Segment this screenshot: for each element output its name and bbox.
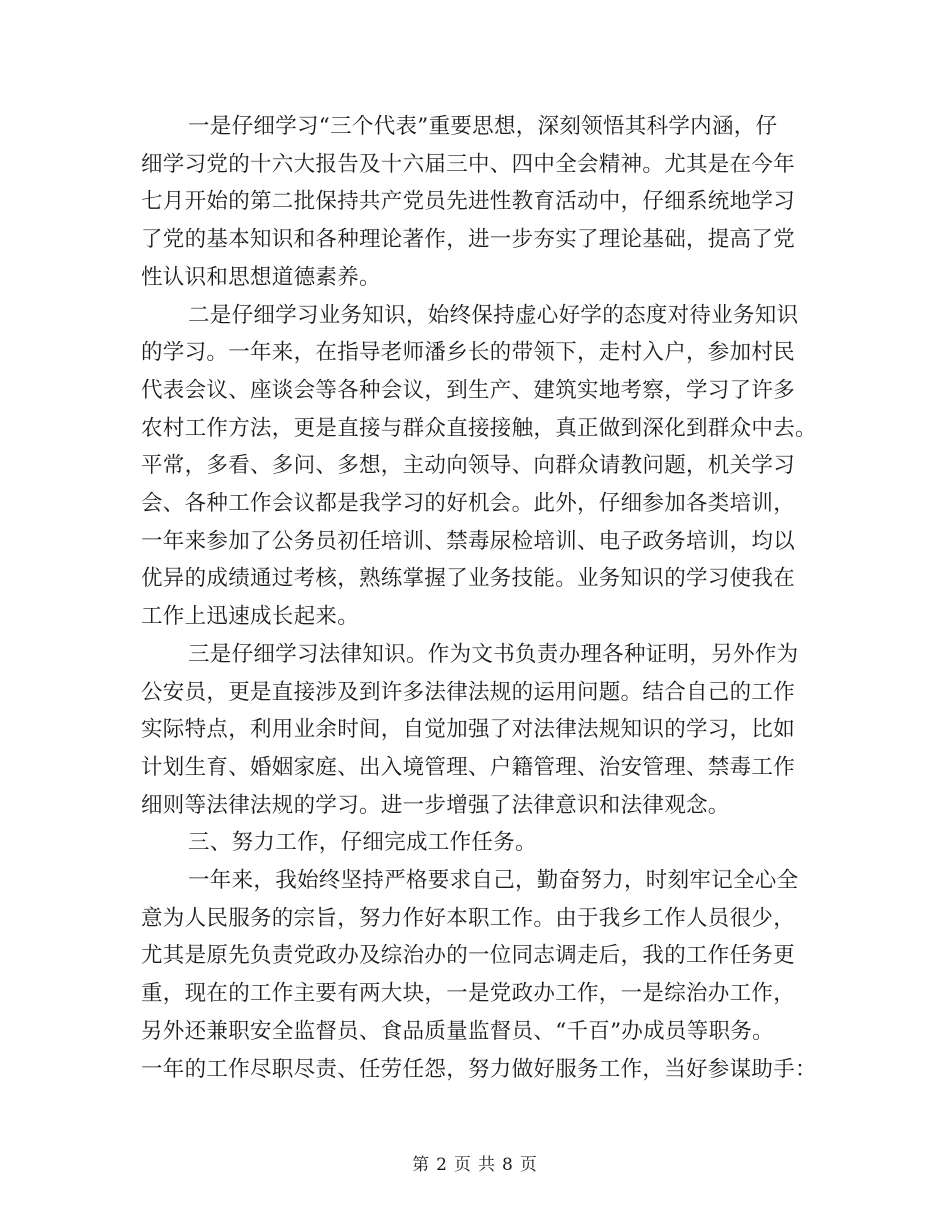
text-line: 代表会议、座谈会等各种会议，到生产、建筑实地考察，学习了许多: [141, 377, 796, 403]
text-line: 一是仔细学习“三个代表”重要思想，深刻领悟其科学内涵，仔: [188, 114, 778, 139]
text-line: 的学习。一年来，在指导老师潘乡长的带领下，走村入户，参加村民: [141, 340, 796, 366]
text-line: 性认识和思想道德素养。: [141, 264, 381, 290]
text-line: 二是仔细学习业务知识，始终保持虚心好学的态度对待业务知识: [188, 302, 799, 328]
text-line: 另外还兼职安全监督员、食品质量监督员、“千百”办成员等职务。: [141, 1018, 774, 1044]
page-label-suffix: 页: [519, 1155, 538, 1175]
total-pages-number: 8: [502, 1155, 514, 1175]
text-line: 尤其是原先负责党政办及综治办的一位同志调走后，我的工作任务更: [141, 943, 796, 969]
text-line: 工作上迅速成长起来。: [141, 604, 360, 630]
text-line: 优异的成绩通过考核，熟练掌握了业务技能。业务知识的学习使我在: [141, 566, 796, 592]
text-line: 七月开始的第二批保持共产党员先进性教育活动中，仔细系统地学习: [141, 189, 796, 215]
page-label-mid1: 页: [454, 1155, 472, 1175]
text-line: 意为人民服务的宗旨，努力作好本职工作。由于我乡工作人员很少，: [141, 905, 796, 931]
text-line: 三、努力工作，仔细完成工作任务。: [188, 830, 537, 856]
section-heading-work: [141, 824, 805, 862]
page-number-footer: [0, 1150, 950, 1175]
text-line: 一年的工作尽职尽责、任劳任怨，努力做好服务工作，当好参谋助手：: [141, 1056, 817, 1082]
text-line: 了党的基本知识和各种理论著作，进一步夯实了理论基础，提高了党: [141, 227, 796, 253]
text-line: 一年来参加了公务员初任培训、禁毒尿检培训、电子政务培训，均以: [141, 528, 796, 554]
text-line: 会、各种工作会议都是我学习的好机会。此外，仔细参加各类培训，: [141, 491, 796, 517]
text-line: 细则等法律法规的学习。进一步增强了法律意识和法律观念。: [141, 792, 730, 818]
text-line: 公安员，更是直接涉及到许多法律法规的运用问题。结合自己的工作: [141, 679, 796, 705]
page-label-mid2: 共: [478, 1155, 496, 1175]
current-page-number: 2: [436, 1155, 448, 1175]
paragraph-study-law: [141, 636, 805, 825]
text-line: 计划生育、婚姻家庭、出入境管理、户籍管理、治安管理、禁毒工作: [141, 754, 796, 780]
text-line: 三是仔细学习法律知识。作为文书负责办理各种证明，另外作为: [188, 641, 799, 667]
page-label-prefix: 第: [412, 1155, 431, 1175]
text-line: 一年来，我始终坚持严格要求自己，勤奋努力，时刻牢记全心全: [188, 868, 799, 894]
text-line: 农村工作方法，更是直接与群众直接接触，真正做到深化到群众中去。: [141, 415, 817, 441]
text-line: 实际特点，利用业余时间，自觉加强了对法律法规知识的学习，比如: [141, 717, 796, 743]
text-line: 细学习党的十六大报告及十六届三中、四中全会精神。尤其是在今年: [141, 151, 796, 177]
paragraph-work-summary: [141, 862, 817, 1088]
text-line: 重，现在的工作主要有两大块，一是党政办工作，一是综治办工作，: [141, 981, 796, 1007]
paragraph-study-business: [141, 297, 817, 636]
text-line: 平常，多看、多问、多想，主动向领导、向群众请教问题，机关学习: [141, 453, 796, 479]
paragraph-study-three-represents: [141, 108, 805, 297]
document-body: [141, 108, 817, 1088]
